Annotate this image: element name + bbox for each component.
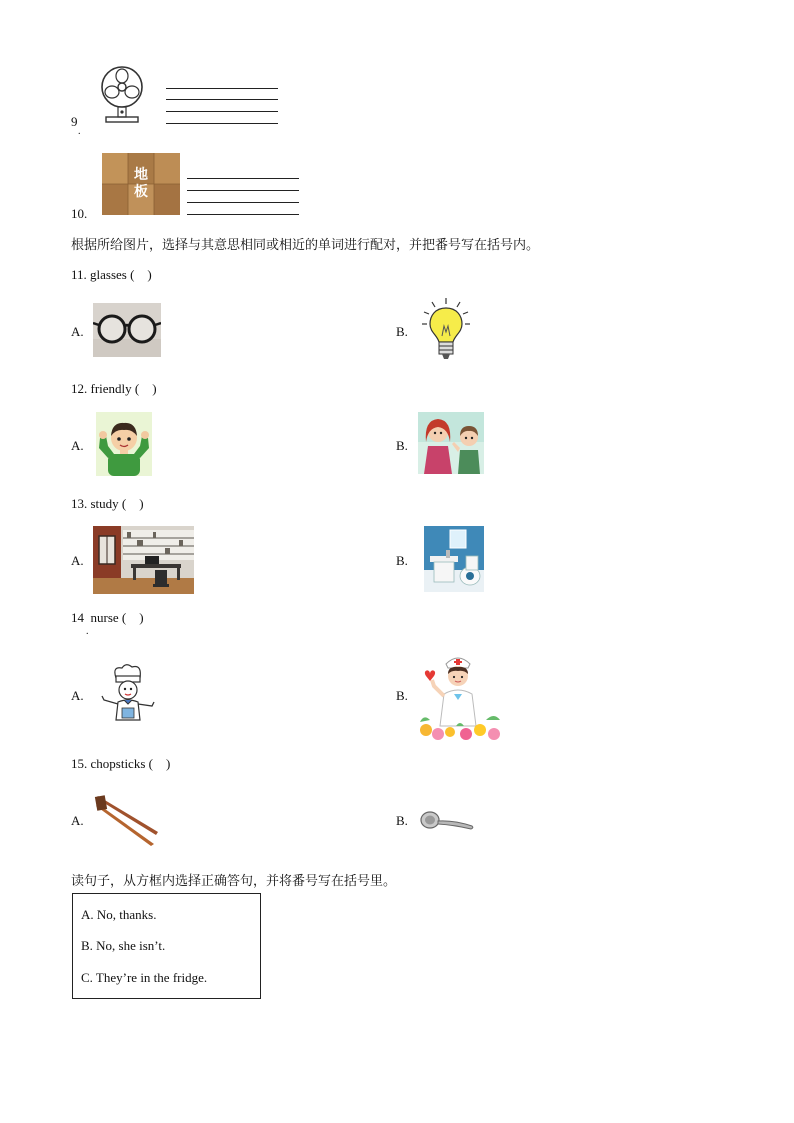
chopsticks-picture (94, 794, 160, 846)
answer-line (187, 178, 299, 179)
question-9-dot: . (78, 126, 81, 137)
option-a: A. No, thanks. (81, 907, 157, 922)
bathroom-icon (424, 526, 484, 592)
question-14-dot: . (86, 626, 89, 637)
question-11-option-b: B. (396, 324, 408, 339)
question-11-option-a: A. (71, 324, 84, 339)
question-13-option-b: B. (396, 553, 408, 568)
option-b: B. No, she isn’t. (81, 938, 166, 953)
answer-line (166, 123, 278, 124)
question-15-stem: 15. chopsticks ( ) (71, 756, 171, 771)
spoon-icon (418, 808, 476, 834)
lightbulb-picture (420, 296, 472, 362)
question-11-stem: 11. glasses ( ) (71, 267, 152, 282)
question-15-option-a: A. (71, 813, 84, 828)
floor-label: 地 板 (134, 167, 148, 200)
spoon-picture (418, 808, 476, 834)
friends-picture (418, 412, 484, 474)
answer-line (166, 111, 278, 112)
option-c: C. They’re in the fridge. (81, 970, 208, 985)
glasses-icon (93, 303, 161, 357)
question-10-number: 10. (71, 206, 88, 221)
chopsticks-icon (94, 794, 160, 846)
instruction-choose: 读句子，从方框内选择正确答句，并将番号写在括号里。 (71, 874, 397, 889)
answer-line (187, 202, 299, 203)
question-12-option-b: B. (396, 438, 408, 453)
fan-picture (98, 65, 146, 123)
question-12-option-a: A. (71, 438, 84, 453)
nurse-picture (416, 650, 506, 740)
answer-line (166, 99, 278, 100)
question-14-option-b: B. (396, 688, 408, 703)
answer-line (187, 214, 299, 215)
question-14-stem: 14 nurse ( ) (71, 610, 144, 625)
question-15-option-b: B. (396, 813, 408, 828)
question-13-option-a: A. (71, 553, 84, 568)
boy-flexing-icon (96, 412, 152, 476)
fan-icon (98, 65, 146, 123)
bathroom-picture (424, 526, 484, 592)
answer-line (187, 190, 299, 191)
glasses-picture (93, 303, 161, 357)
question-12-stem: 12. friendly ( ) (71, 381, 157, 396)
study-room-icon (93, 526, 194, 594)
instruction-matching: 根据所给图片，选择与其意思相同或相近的单词进行配对，并把番号写在括号内。 (71, 238, 540, 253)
question-14-option-a: A. (71, 688, 84, 703)
study-room-picture (93, 526, 194, 594)
nurse-icon (416, 650, 506, 740)
two-friends-icon (418, 412, 484, 474)
lightbulb-icon (420, 296, 472, 362)
chef-picture (98, 662, 158, 722)
chef-icon (98, 662, 158, 722)
strong-boy-picture (96, 412, 152, 476)
answer-line (166, 88, 278, 89)
answer-options-box (72, 893, 261, 999)
question-9-number: 9 (71, 114, 78, 129)
question-13-stem: 13. study ( ) (71, 496, 144, 511)
